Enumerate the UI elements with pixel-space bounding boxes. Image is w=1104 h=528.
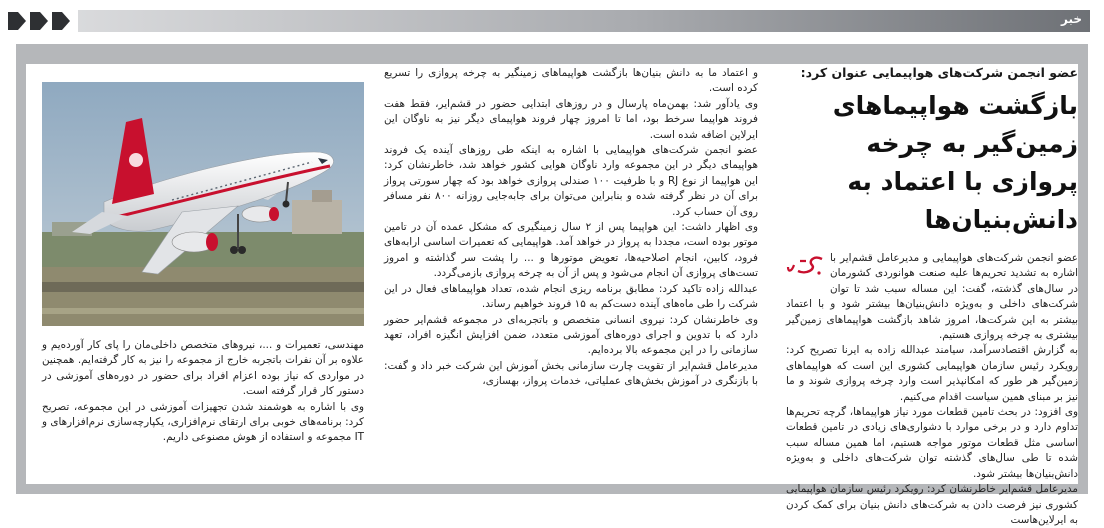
airplane-photo	[42, 82, 364, 326]
article-column-2	[384, 66, 758, 390]
paragraph: وی خاطرنشان کرد: نیروی انسانی متخصص و باتجربه‌ای در مجموعه قشم‌ایر حضور دارد که با تدوین و اجرای دوره‌های آموزشی متعدد، ضمن افزایش انگیزه افراد، تعهد سازمانی را در این مجموعه بالا برده‌ایم.	[384, 313, 758, 357]
paragraph: مدیرعامل قشم‌ایر از تقویت چارت سازمانی بخش آموزش این شرکت خبر داد و گفت: با بازنگری در آموزش بخش‌های عملیاتی، خدمات پرواز، بهسازی،	[384, 359, 758, 388]
paragraph: عضو انجمن شرکت‌های هواپیمایی با اشاره به اینکه طی روزهای آینده یک فروند هواپیمای دیگر در این مجموعه وارد ناوگان هوایی کشور خواهد شد، خاطرنشان کرد: این هواپیما از نوع RJ و با ظرفیت ۱۰۰ صندلی پروازی خواهد بود که چهار سورتی پرواز برای آن در نظر گرفته شده و بنابراین می‌توان برای جابه‌جایی روزانه ۸۰۰ نفر مسافر روی آن حساب کرد.	[384, 144, 758, 218]
paragraph: وی یادآور شد: بهمن‌ماه پارسال و در روزهای ابتدایی حضور در قشم‌ایر، فقط هفت فروند هواپیما سرخط بود، اما تا امروز چهار فروند هواپیمای دیگر نیز به ناوگان این ایرلاین اضافه شده است.	[384, 97, 758, 141]
article-column-1	[786, 64, 1078, 528]
article-headline: بازگشت هواپیماهای زمین‌گیر به چرخه پروازی با اعتماد به دانش‌بنیان‌ها	[832, 91, 1078, 234]
article-photo	[42, 82, 364, 326]
paragraph: وی اظهار داشت: این هواپیما پس از ۲ سال زمینگیری که مشکل عمده آن در تامین موتور بوده است، مجددا به پرواز در خواهد آمد. هواپیمایی که تعمیرات اساسی ارابه‌های فرود، کابین، انجام اصلاحیه‌ها، تعویض موتورها و ... را پشت سر گذاشته و امروز تست‌های پروازی آن انجام می‌شود و پس از آن به چرخه پروازی بازمی‌گردد.	[384, 221, 758, 280]
source-logo-icon	[786, 253, 826, 279]
section-label: خبر	[1060, 12, 1082, 26]
article-kicker: عضو انجمن شرکت‌های هواپیمایی عنوان کرد:	[800, 65, 1078, 80]
header-band	[78, 10, 1090, 32]
article-body	[26, 64, 1078, 526]
article-column-3	[42, 338, 364, 446]
article-frame	[16, 44, 1088, 526]
paragraph: به گزارش اقتصادسرآمد، سیامند عبدالله زاده به ایرنا تصریح کرد: رویکرد رئیس سازمان هواپیمایی کشوری این است که هواپیماهای زمین‌گیر هر طور که امکانپذیر است وارد چرخه پروازی شوند و ما نیز بر مبنای همین سیاست اقدام می‌کنیم.	[786, 344, 1078, 403]
paragraph: عبدالله زاده تاکید کرد: مطابق برنامه ریزی انجام شده، تعداد هواپیماهای فعال در این شرکت را طی ماه‌های آینده دست‌کم به ۱۵ فروند خواهیم رساند.	[384, 282, 758, 311]
page-header	[0, 0, 1104, 36]
source-logo	[786, 253, 826, 284]
paragraph: مدیرعامل قشم‌ایر خاطرنشان کرد: رویکرد رئیس سازمان هواپیمایی کشوری نیز فرصت دادن به شرکت‌های دانش بنیان برای کمک کردن به ایرلاین‌هاست	[786, 483, 1078, 526]
triple-arrow-icon	[8, 8, 74, 34]
paragraph: وی با اشاره به هوشمند شدن تجهیزات آموزشی در این مجموعه، تصریح کرد: برنامه‌های خوبی برای ارتقای نرم‌افزاری، یکپارچه‌سازی نرم‌افزارهای و IT مجموعه و استفاده از هوش مصنوعی داریم.	[42, 400, 364, 444]
paragraph: مهندسی، تعمیرات و ...، نیروهای متخصص داخلی‌مان را پای کار آورده‌یم و علاوه بر آن نفرات باتجربه خارج از مجموعه را نیز به کار گرفته‌ایم. همچنین در مواردی که نیاز بوده اعزام افراد برای حضور در دوره‌های آموزشی در دستور کار قرار گرفته است.	[42, 339, 364, 398]
paragraph: عضو انجمن شرکت‌های هواپیمایی و مدیرعامل قشم‌ایر با اشاره به تشدید تحریم‌ها علیه صنعت هوانوردی کشورمان در سال‌های گذشته، گفت: این مساله سبب شد تا توان شرکت‌های داخلی و به‌ویژه دانش‌بنیان‌ها بیشتر شود و با اعتماد بیشتر به این شرکت‌ها، امروز شاهد بازگشت هواپیماهای زمین‌گیر بیشتری به چرخه پروازی هستیم.	[786, 252, 1078, 342]
paragraph: وی افزود: در بحث تامین قطعات مورد نیاز هواپیماها، گرچه تحریم‌ها تداوم دارد و در برخی موارد با دشواری‌های زیادی در تامین قطعات اساسی مثل قطعات موتور مواجه هستیم، اما همین مساله سبب شده تا طی سال‌های گذشته توان شرکت‌های داخلی و به‌ویژه دانش‌بنیان‌ها بیشتر شود.	[786, 406, 1078, 480]
paragraph: و اعتماد ما به دانش بنیان‌ها بازگشت هواپیماهای زمینگیر به چرخه پروازی را تسریع کرده است.	[384, 67, 758, 95]
